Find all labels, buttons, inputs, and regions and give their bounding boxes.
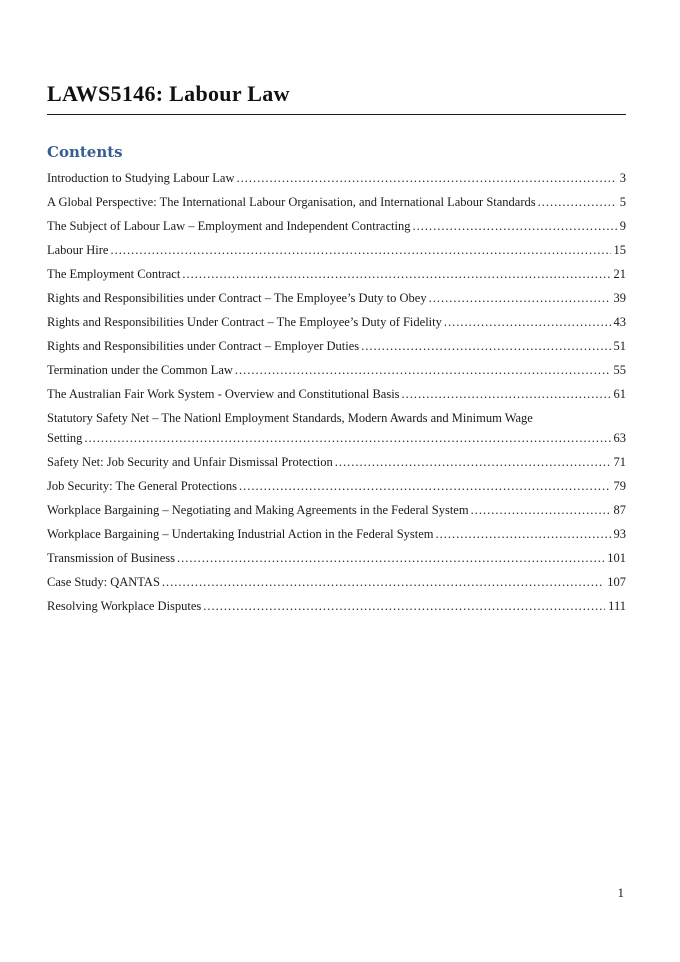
toc-entry-page: 107 xyxy=(607,575,626,589)
toc-entry-page: 39 xyxy=(613,291,626,305)
toc-entry-title: Safety Net: Job Security and Unfair Dismissal Protection xyxy=(47,455,333,469)
toc-entry-title: Rights and Responsibilities Under Contract – The Employee’s Duty of Fidelity xyxy=(47,315,442,329)
page-content xyxy=(47,82,626,620)
toc-entry-title: Resolving Workplace Disputes xyxy=(47,599,202,613)
toc-entry-title: Transmission of Business xyxy=(47,551,176,565)
dot-leader xyxy=(538,192,617,212)
toc-entry[interactable] xyxy=(47,500,626,520)
toc-entry[interactable] xyxy=(47,452,626,472)
dot-leader xyxy=(239,476,610,496)
dot-leader xyxy=(402,384,611,404)
toc-entry[interactable] xyxy=(47,168,626,188)
table-of-contents xyxy=(47,168,626,616)
dot-leader xyxy=(203,596,605,616)
dot-leader xyxy=(110,240,610,260)
toc-entry-page: 61 xyxy=(613,387,626,401)
toc-entry-title: Rights and Responsibilities under Contract – Employer Duties xyxy=(47,339,360,353)
toc-entry[interactable] xyxy=(47,524,626,544)
toc-entry-page: 9 xyxy=(619,219,626,233)
toc-entry[interactable] xyxy=(47,384,626,404)
toc-entry-page: 93 xyxy=(613,527,626,541)
toc-entry-title: Workplace Bargaining – Negotiating and Making Agreements in the Federal System xyxy=(47,503,469,517)
toc-entry[interactable] xyxy=(47,264,626,284)
toc-entry[interactable] xyxy=(47,572,626,592)
toc-entry-page: 21 xyxy=(613,267,626,281)
dot-leader xyxy=(444,312,611,332)
toc-entry[interactable] xyxy=(47,336,626,356)
dot-leader xyxy=(177,548,604,568)
toc-entry-page: 3 xyxy=(619,171,626,185)
toc-entry-title: Workplace Bargaining – Undertaking Industrial Action in the Federal System xyxy=(47,527,434,541)
document-title: LAWS5146: Labour Law xyxy=(47,82,626,115)
toc-entry[interactable] xyxy=(47,192,626,212)
dot-leader xyxy=(361,336,610,356)
toc-entry-page: 79 xyxy=(613,479,626,493)
toc-entry-title: The Employment Contract xyxy=(47,267,181,281)
toc-entry[interactable] xyxy=(47,596,626,616)
toc-entry-title: The Australian Fair Work System - Overview and Constitutional Basis xyxy=(47,387,400,401)
toc-entry[interactable] xyxy=(47,548,626,568)
toc-entry-title-line2: Setting xyxy=(47,431,83,445)
toc-entry-title: Job Security: The General Protections xyxy=(47,479,238,493)
toc-entry-page: 5 xyxy=(619,195,626,209)
toc-entry-page: 71 xyxy=(613,455,626,469)
toc-entry[interactable] xyxy=(47,240,626,260)
dot-leader xyxy=(471,500,611,520)
toc-entry-title: The Subject of Labour Law – Employment and Independent Contracting xyxy=(47,219,411,233)
toc-entry[interactable] xyxy=(47,360,626,380)
toc-entry-page: 15 xyxy=(613,243,626,257)
toc-entry[interactable] xyxy=(47,216,626,236)
toc-entry-title: Termination under the Common Law xyxy=(47,363,233,377)
dot-leader xyxy=(84,428,610,448)
dot-leader xyxy=(236,168,616,188)
dot-leader xyxy=(436,524,611,544)
toc-entry-title: Statutory Safety Net – The Nationl Employment Standards, Modern Awards and Minimum Wage xyxy=(47,411,533,425)
toc-entry[interactable] xyxy=(47,408,626,448)
dot-leader xyxy=(429,288,611,308)
toc-entry-page: 63 xyxy=(613,431,626,445)
toc-entry-page: 87 xyxy=(613,503,626,517)
dot-leader xyxy=(335,452,611,472)
dot-leader xyxy=(235,360,611,380)
toc-entry-page: 43 xyxy=(613,315,626,329)
toc-entry-title: Rights and Responsibilities under Contract – The Employee’s Duty to Obey xyxy=(47,291,427,305)
toc-entry-title: Labour Hire xyxy=(47,243,109,257)
toc-entry[interactable] xyxy=(47,312,626,332)
toc-entry-title: A Global Perspective: The International Labour Organisation, and International Labour Standards xyxy=(47,195,536,209)
toc-entry-title: Introduction to Studying Labour Law xyxy=(47,171,235,185)
toc-entry-page: 111 xyxy=(608,599,626,613)
dot-leader xyxy=(412,216,616,236)
toc-entry[interactable] xyxy=(47,476,626,496)
toc-entry-page: 55 xyxy=(613,363,626,377)
toc-entry-title: Case Study: QANTAS xyxy=(47,575,160,589)
page-number: 1 xyxy=(617,885,624,900)
dot-leader xyxy=(162,572,604,592)
toc-entry-page: 51 xyxy=(613,339,626,353)
toc-entry[interactable] xyxy=(47,288,626,308)
toc-entry-page: 101 xyxy=(607,551,626,565)
contents-heading: Contents xyxy=(47,143,123,161)
dot-leader xyxy=(182,264,610,284)
